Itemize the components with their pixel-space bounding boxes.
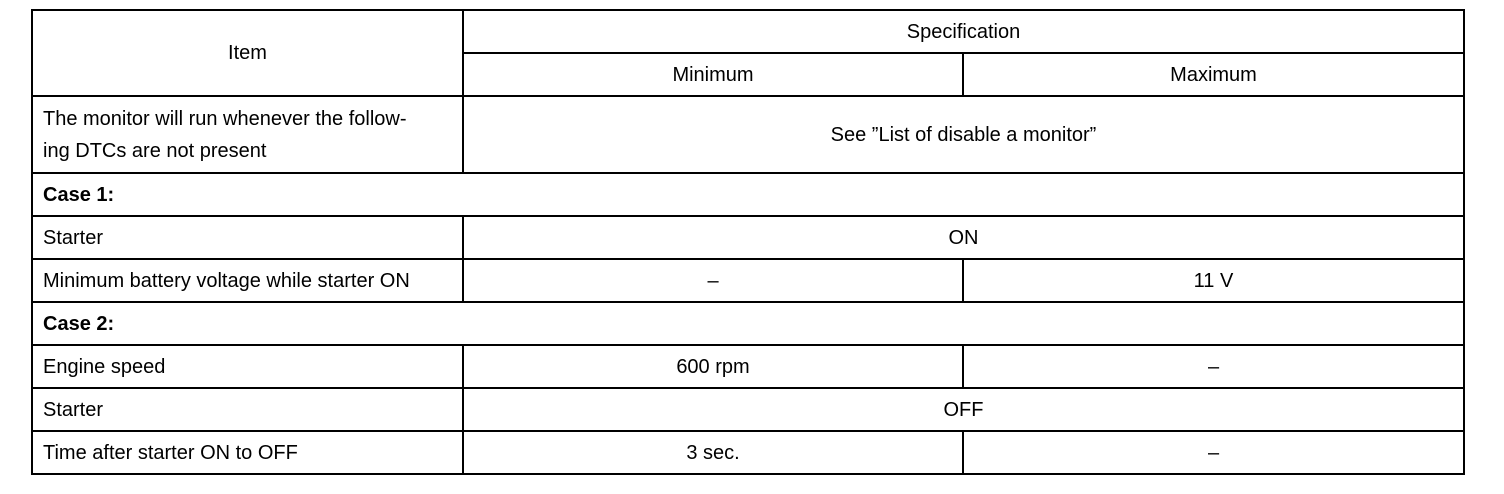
row-monitor-spec: See ”List of disable a monitor” [463,96,1464,173]
row-max: – [963,345,1464,388]
row-max: 11 V [963,259,1464,302]
row-monitor-item-line1: The monitor will run whenever the follow- [43,107,407,130]
table-row [32,96,1464,173]
header-row-top [32,10,1464,53]
case-row [32,173,1464,216]
case-row [32,302,1464,345]
case1-label: Case 1: [32,173,1464,216]
header-maximum: Maximum [963,53,1464,96]
table-row [32,259,1464,302]
table-row [32,216,1464,259]
table-row [32,345,1464,388]
row-item: Starter [32,388,463,431]
header-minimum: Minimum [463,53,963,96]
row-min: 3 sec. [463,431,963,474]
row-monitor-item-line2: ing DTCs are not present [43,139,267,162]
row-item: Minimum battery voltage while starter ON [32,259,463,302]
case2-label: Case 2: [32,302,1464,345]
header-specification: Specification [463,10,1464,53]
header-item: Item [32,10,463,96]
row-spec: ON [463,216,1464,259]
row-monitor-item [32,96,463,173]
row-item: Engine speed [32,345,463,388]
table-row [32,388,1464,431]
table-row [32,431,1464,474]
row-max: – [963,431,1464,474]
row-item: Starter [32,216,463,259]
row-min: – [463,259,963,302]
row-min: 600 rpm [463,345,963,388]
row-item: Time after starter ON to OFF [32,431,463,474]
specification-table [31,9,1465,475]
row-spec: OFF [463,388,1464,431]
